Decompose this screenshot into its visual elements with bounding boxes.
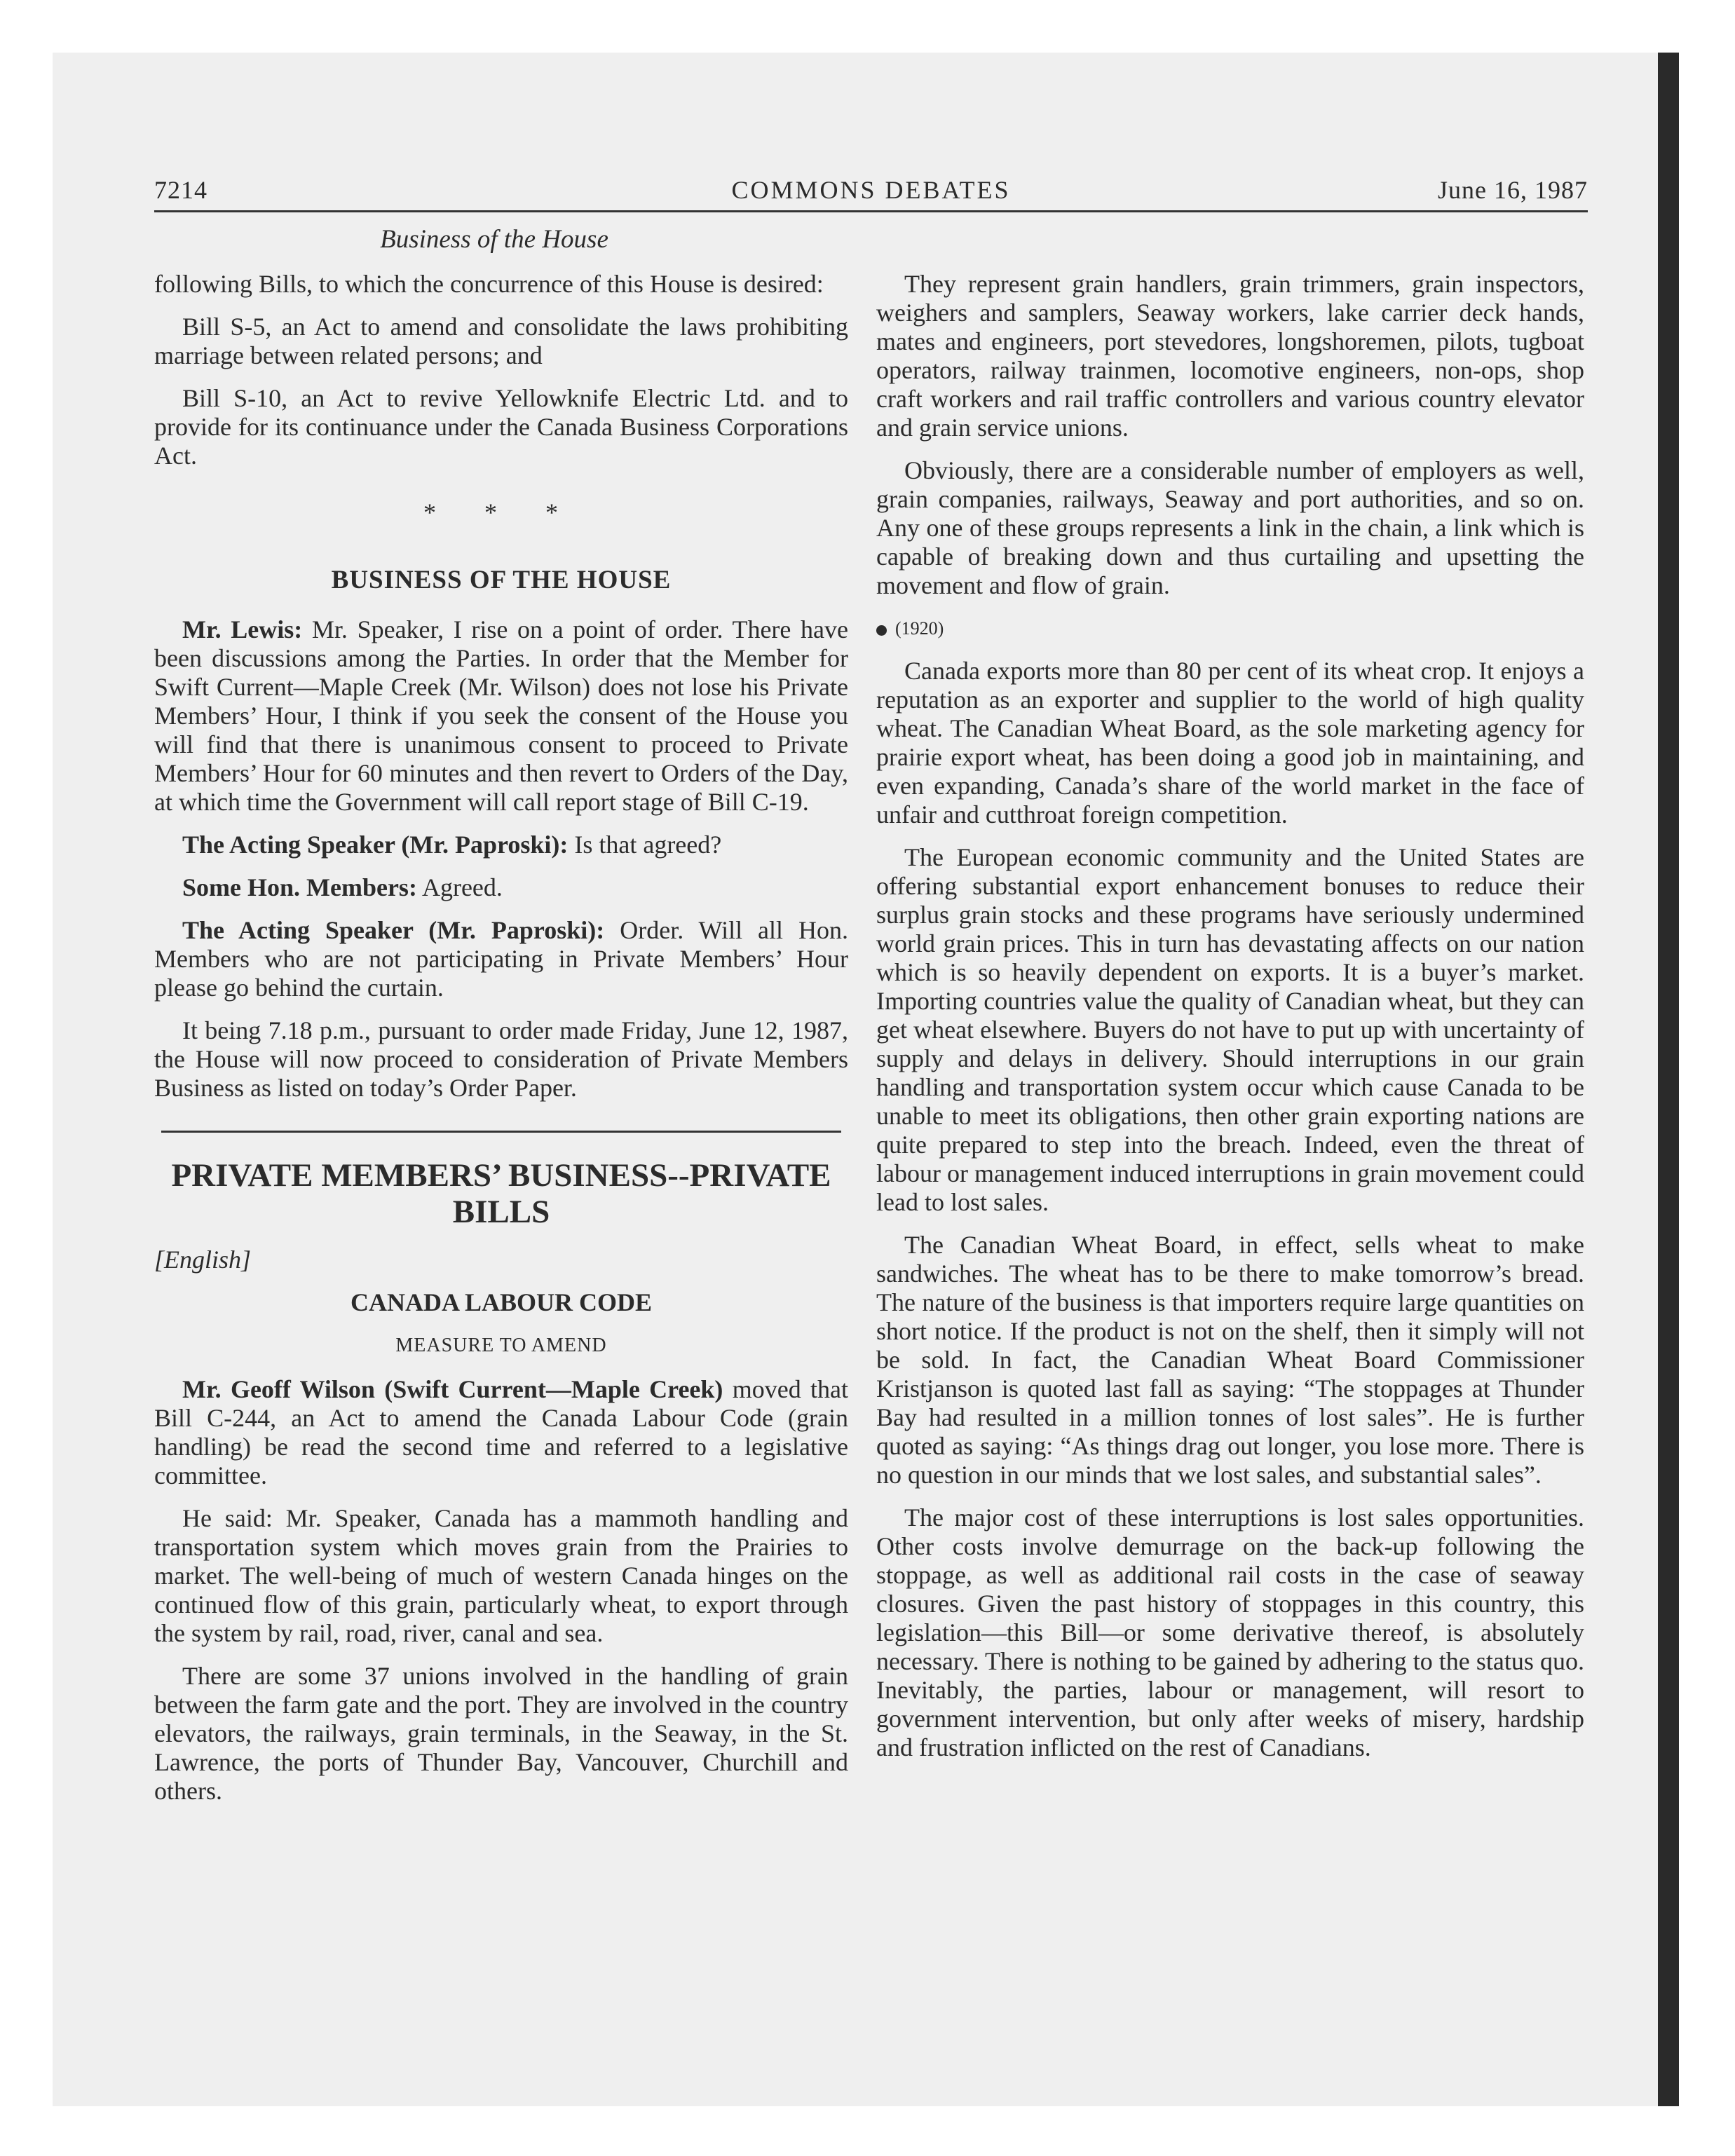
heading-business-of-the-house: BUSINESS OF THE HOUSE [331, 566, 672, 594]
speaker-name: Mr. Lewis: [182, 615, 303, 643]
speaker-name: The Acting Speaker (Mr. Paproski): [182, 916, 605, 944]
paragraph-unions: There are some 37 unions involved in the handling of grain between the farm gate and the port. They are involved in the country elevators, the railways, grain terminals, in the Seaway, in the St. Lawrence, the ports of Thunder Bay, Vancouver, Churchill and others. [154, 1662, 848, 1805]
paragraph-acting-speaker-2 [154, 916, 848, 1002]
scan-edge-bar [1658, 53, 1679, 2106]
paragraph-wilson-motion [154, 1375, 848, 1490]
speech-text: Mr. Speaker, I rise on a point of order. There have been discussions among the Parties. In order that the Member for Swift Current—Maple Creek (Mr. Wilson) does not lose his Private Members’ Hour, I think if you seek the consent of the House you will find that there is unanimous consent to proceed to Private Members’ Hour for 60 minutes and then revert to Orders of the Day, at which time the Government will call report stage of Bill C-19. [154, 615, 848, 816]
right-column [876, 270, 1584, 1776]
page-header [154, 175, 1588, 212]
left-column [154, 270, 848, 1820]
paragraph-exports: Canada exports more than 80 per cent of its wheat crop. It enjoys a reputation as an exporter and supplier to the world of high quality wheat. The Canadian Wheat Board, as the sole marketing agency for prairie export wheat, has been doing a good job in maintaining, and even expanding, Canada’s share of the world market in the face of unfair and cutthroat foreign competition. [876, 657, 1584, 828]
speech-text: moved that Bill C-244, an Act to amend the Canada Labour Code (grain handling) be read the second time and referred to a legislative committee. [154, 1375, 849, 1489]
speaker-name: Some Hon. Members: [182, 873, 417, 901]
paragraph-acting-speaker-1 [154, 831, 848, 859]
language-tag: [English] [154, 1246, 252, 1274]
section-break: * * * [423, 498, 579, 526]
heading-canada-labour-code: CANADA LABOUR CODE [350, 1288, 653, 1316]
time-marker [876, 614, 1584, 643]
paragraph-sandwiches: The Canadian Wheat Board, in effect, sells wheat to make sandwiches. The wheat has to be there to make tomorrow’s bread. The nature of the business is that importers require large quantities on short notice. If the product is not on the shelf, then it simply will not be sold. In fact, the Canadian Wheat Board Commissioner Kristjanson is quoted last fall as saying: “The stoppages at Thunder Bay had resulted in a million tonnes of lost sales”. He is further quoted as saying: “As things drag out longer, you lose more. There is no question in our minds that we lost sales, and substantial sales”. [876, 1231, 1584, 1489]
speech-text: Is that agreed? [568, 831, 722, 859]
publication-date: June 16, 1987 [1438, 176, 1588, 204]
paragraph-intro: following Bills, to which the concurrence of this House is desired: [154, 270, 824, 298]
paragraph-members [154, 873, 848, 902]
publication-title: COMMONS DEBATES [731, 176, 1011, 204]
paragraph-european: The European economic community and the United States are offering substantial export enhancement bonuses to reduce their surplus grain stocks and these programs have seriously undermined world grain prices. This in turn has devastating affects on our nation which is so heavily dependent on exports. It is a buyer’s market. Importing countries value the quality of Canadian wheat, but they can get wheat elsewhere. Buyers do not have to put up with uncertainty of supply and delays in delivery. Should interruptions in our grain handling and transportation system occur which cause Canada to be unable to meet its obligations, then other grain exporting nations are quite prepared to step into the breach. Indeed, even the threat of labour or management induced interruptions in grain movement could lead to lost sales. [876, 843, 1584, 1216]
heading-private-members-business: PRIVATE MEMBERS’ BUSINESS--PRIVATE BILLS [171, 1157, 831, 1230]
running-head: Business of the House [380, 225, 608, 254]
speaker-name: The Acting Speaker (Mr. Paproski): [182, 831, 569, 859]
bullet-icon [876, 625, 887, 636]
paragraph-time: It being 7.18 p.m., pursuant to order made Friday, June 12, 1987, the House will now proceed to consideration of Private Members Business as listed on today’s Order Paper. [154, 1016, 848, 1102]
paragraph-employers: Obviously, there are a considerable number of employers as well, grain companies, railways, Seaway and port authorities, and so on. Any one of these groups represents a link in the chain, a link which is capable of breaking down and thus curtailing and upsetting the movement and flow of grain. [876, 456, 1584, 599]
paragraph-represent: They represent grain handlers, grain trimmers, grain inspectors, weighers and samplers, Seaway workers, lake carrier deck hands, mates and engineers, port stevedores, longshoremen, pilots, tugboat operators, railway trainmen, locomotive engineers, non-ops, shop craft workers and rail traffic controllers and various country elevator and grain service unions. [876, 270, 1584, 442]
paragraph-bill-s5: Bill S-5, an Act to amend and consolidate the laws prohibiting marriage between related persons; and [154, 313, 848, 369]
paragraph-he-said: He said: Mr. Speaker, Canada has a mammoth handling and transportation system which moves grain from the Prairies to market. The well-being of much of western Canada hinges on the continued flow of this grain, particularly wheat, to export through the system by rail, road, river, canal and sea. [154, 1504, 848, 1647]
paragraph-costs: The major cost of these interruptions is lost sales opportunities. Other costs involve demurrage on the back-up following the stoppage, as well as additional rail costs in the case of seaway closures. Given the past history of stoppages in this country, this legislation—this Bill—or some derivative thereof, is absolutely necessary. There is nothing to be gained by adhering to the status quo. Inevitably, the parties, labour or management, will resort to government intervention, but only after weeks of misery, hardship and frustration inflicted on the rest of Canadians. [876, 1503, 1584, 1761]
speech-text: Agreed. [416, 873, 503, 901]
heading-measure-to-amend: MEASURE TO AMEND [395, 1335, 607, 1356]
time-marker-text: (1920) [895, 618, 944, 639]
paragraph-lewis [154, 615, 848, 817]
speech-text: Order. Will all Hon. Members who are not participating in Private Members’ Hour please go behind the curtain. [154, 916, 849, 1002]
page-number: 7214 [154, 176, 207, 204]
section-divider [161, 1131, 841, 1133]
paragraph-bill-s10: Bill S-10, an Act to revive Yellowknife Electric Ltd. and to provide for its continuance under the Canada Business Corporations Act. [154, 384, 848, 470]
speaker-name: Mr. Geoff Wilson (Swift Current—Maple Creek) [182, 1375, 723, 1403]
